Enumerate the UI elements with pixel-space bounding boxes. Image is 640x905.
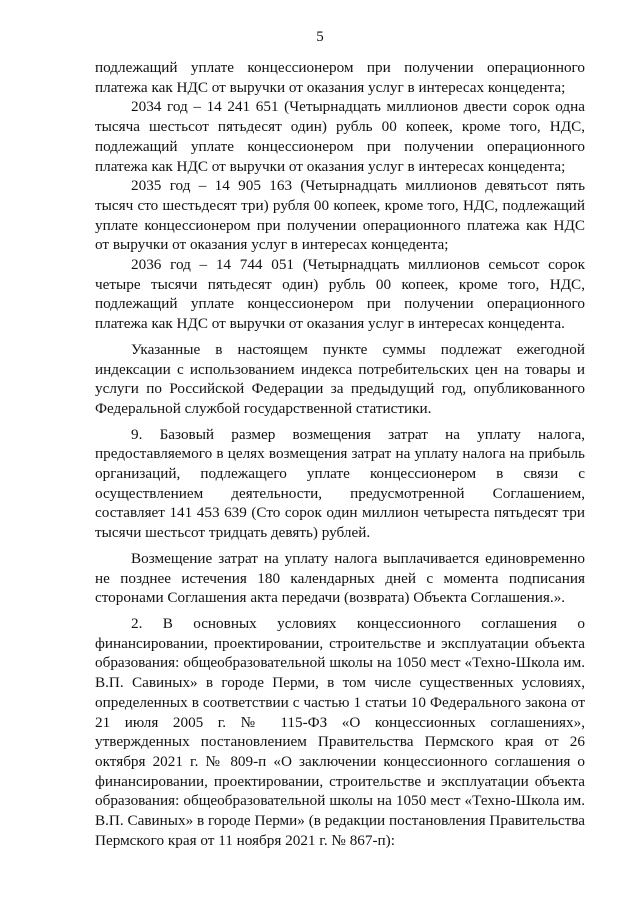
document-body	[95, 58, 585, 850]
paragraph-2035: 2035 год – 14 905 163 (Четырнадцать миллионов девятьсот пять тысяч сто шестьдесят три) рубля 00 копеек, кроме того, НДС, подлежащий уплате концессионером при получении операционного платежа как НДС от выручки от оказания услуг в интересах концедента;	[95, 177, 585, 254]
paragraph-continuation: подлежащий уплате концессионером при получении операционного платежа как НДС от выручки от оказания услуг в интересах концедента;	[95, 59, 585, 96]
paragraph-reimbursement: Возмещение затрат на уплату налога выплачивается единовременно не позднее истечения 180 календарных дней с момента подписания сторонами Соглашения акта передачи (возврата) Объекта Соглашения.».	[95, 549, 585, 607]
paragraph-item-9: 9. Базовый размер возмещения затрат на уплату налога, предоставляемого в целях возмещения затрат на уплату налога на прибыль организаций, подлежащего уплате концессионером в связи с осуществлением деятельности, предусмотренной Соглашением, составляет 141 453 639 (Сто сорок один миллион четыреста пятьдесят три тысячи шестьсот тридцать девять) рублей.	[95, 425, 585, 542]
paragraph-indexation: Указанные в настоящем пункте суммы подлежат ежегодной индексации с использованием индекса потребительских цен на товары и услуги по Российской Федерации за предыдущий год, опубликованного Федеральной службой государственной статистики.	[95, 340, 585, 417]
paragraph-2034: 2034 год – 14 241 651 (Четырнадцать миллионов двести сорок одна тысяча шестьсот пятьдесят один) рубль 00 копеек, кроме того, НДС, подлежащий уплате концессионером при получении операционного платежа как НДС от выручки от оказания услуг в интересах концедента;	[95, 98, 585, 175]
paragraph-2036: 2036 год – 14 744 051 (Четырнадцать миллионов семьсот сорок четыре тысячи пятьдесят один) рубль 00 копеек, кроме того, НДС, подлежащий уплате концессионером при получении операционного платежа как НДС от выручки от оказания услуг в интересах концедента.	[95, 256, 585, 333]
page-number: 5	[316, 29, 324, 45]
paragraph-item-2: 2. В основных условиях концессионного соглашения о финансировании, проектировании, строительстве и эксплуатации объекта образования: общеобразовательной школы на 1050 мест «Техно-Школа им. В.П. Савиных» в городе Перми, в том числе существенных условиях, определенных в соответствии с частью 1 статьи 10 Федерального закона от 21 июля 2005 г. № 115-ФЗ «О концессионных соглашениях», утвержденных постановлением Правительства Пермского края от 26 октября 2021 г. № 809-п «О заключении концессионного соглашения о финансировании, проектировании, строительстве и эксплуатации объекта образования: общеобразовательной школы на 1050 мест «Техно-Школа им. В.П. Савиных» в городе Перми» (в редакции постановления Правительства Пермского края от 11 ноября 2021 г. № 867-п):	[95, 614, 585, 849]
